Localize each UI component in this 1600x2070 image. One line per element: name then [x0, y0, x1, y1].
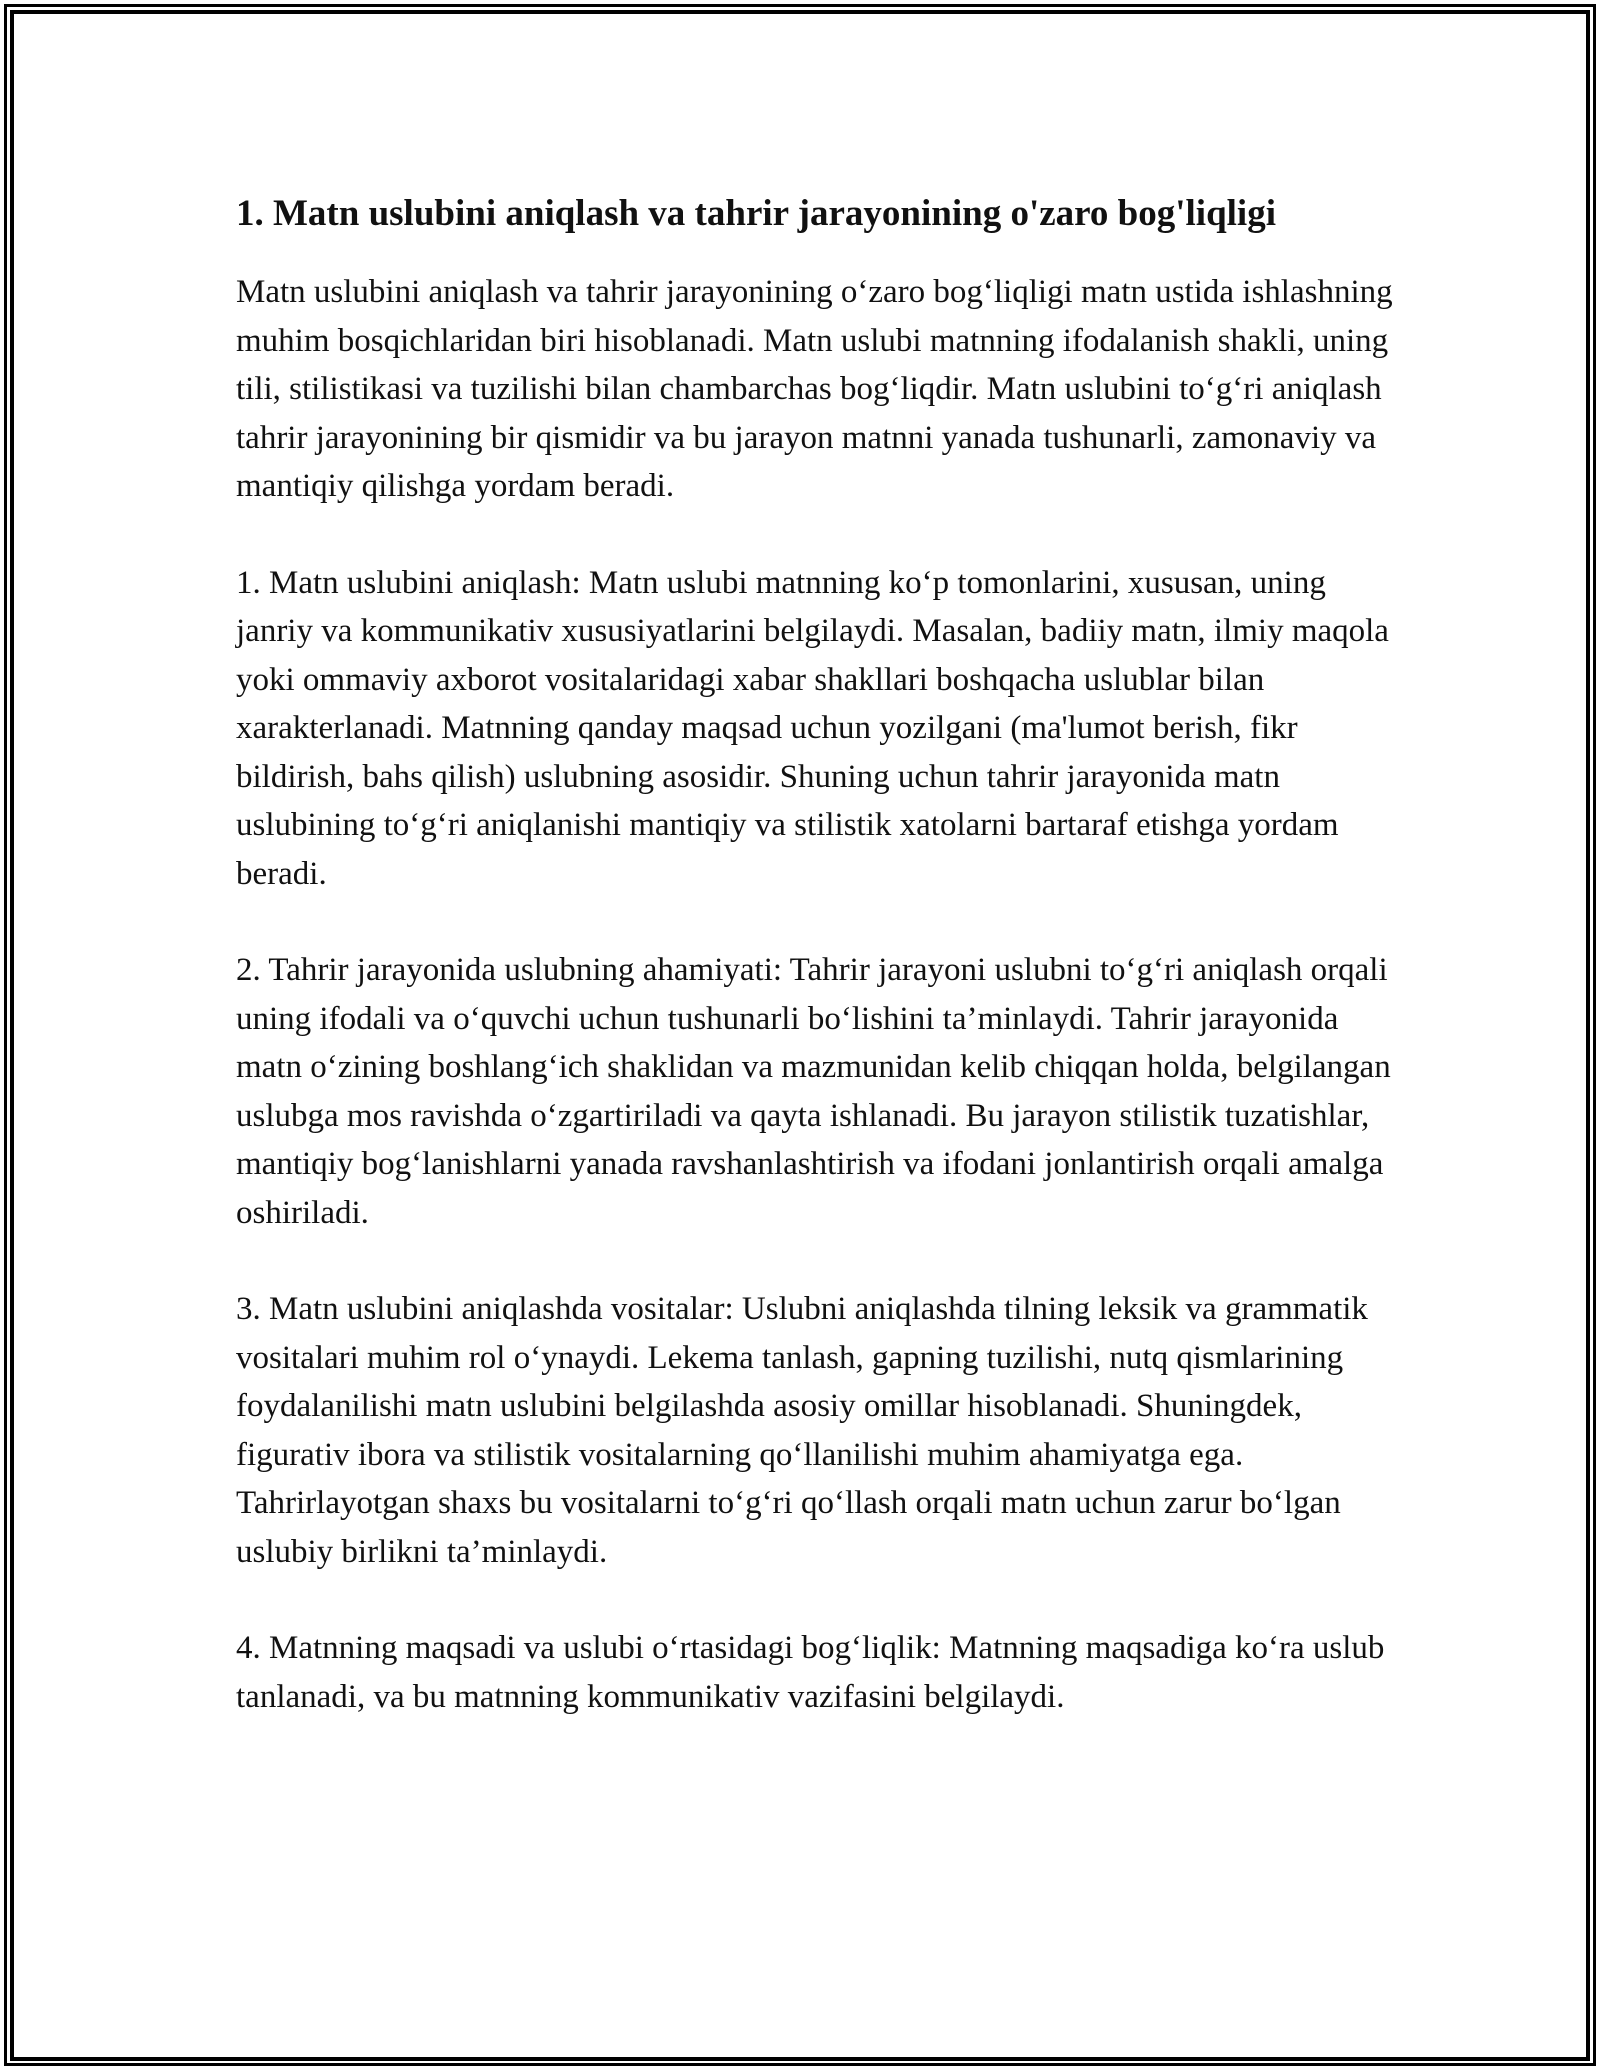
- document-page: [236, 186, 1396, 1769]
- paragraph-4: 4. Matnning maqsadi va uslubi oʻrtasidagi bogʻliqlik: Matnning maqsadiga koʻra uslub tanlanadi, va bu matnning kommunikativ vazifasini belgilaydi.: [236, 1630, 1385, 1715]
- paragraph-1: 1. Matn uslubini aniqlash: Matn uslubi matnning koʻp tomonlarini, xususan, uning janriy va kommunikativ xususiyatlarini belgilaydi. Masalan, badiiy matn, ilmiy maqola yoki ommaviy axborot vositalaridagi xabar shakllari boshqacha uslublar bilan xarakterlanadi. Matnning qanday maqsad uchun yozilgani (ma'lumot berish, fikr bildirish, bahs qilish) uslubning asosidir. Shuning uchun tahrir jarayonida matn uslubining toʻgʻri aniqlanishi mantiqiy va stilistik xatolarni bartaraf etishga yordam beradi.: [236, 564, 1389, 892]
- document-title: 1. Matn uslubini aniqlash va tahrir jarayonining o'zaro bog'liqligi: [236, 193, 1276, 234]
- paragraph-2: 2. Tahrir jarayonida uslubning ahamiyati: Tahrir jarayoni uslubni toʻgʻri aniqlash orqali uning ifodali va oʻquvchi uchun tushunarli boʻlishini ta’minlaydi. Tahrir jarayonida matn oʻzining boshlangʻich shaklidan va mazmunidan kelib chiqqan holda, belgilangan uslubga mos ravishda oʻzgartiriladi va qayta ishlanadi. Bu jarayon stilistik tuzatishlar, mantiqiy bogʻlanishlarni yanada ravshanlashtirish va ifodani jonlantirish orqali amalga oshiriladi.: [236, 952, 1391, 1231]
- paragraph-3: 3. Matn uslubini aniqlashda vositalar: Uslubni aniqlashda tilning leksik va grammatik vositalari muhim rol oʻynaydi. Lekema tanlash, gapning tuzilishi, nutq qismlarining foydalanilishi matn uslubini belgilashda asosiy omillar hisoblanadi. Shuningdek, figurativ ibora va stilistik vositalarning qoʻllanilishi muhim ahamiyatga ega. Tahrirlayotgan shaxs bu vositalarni toʻgʻri qoʻllash orqali matn uchun zarur boʻlgan uslubiy birlikni ta’minlaydi.: [236, 1291, 1368, 1570]
- paragraph-intro: Matn uslubini aniqlash va tahrir jarayonining oʻzaro bogʻliqligi matn ustida ishlashning muhim bosqichlaridan biri hisoblanadi. Matn uslubi matnning ifodalanish shakli, uning tili, stilistikasi va tuzilishi bilan chambarchas bogʻliqdir. Matn uslubini toʻgʻri aniqlash tahrir jarayonining bir qismidir va bu jarayon matnni yanada tushunarli, zamonaviy va mantiqiy qilishga yordam beradi.: [236, 274, 1393, 504]
